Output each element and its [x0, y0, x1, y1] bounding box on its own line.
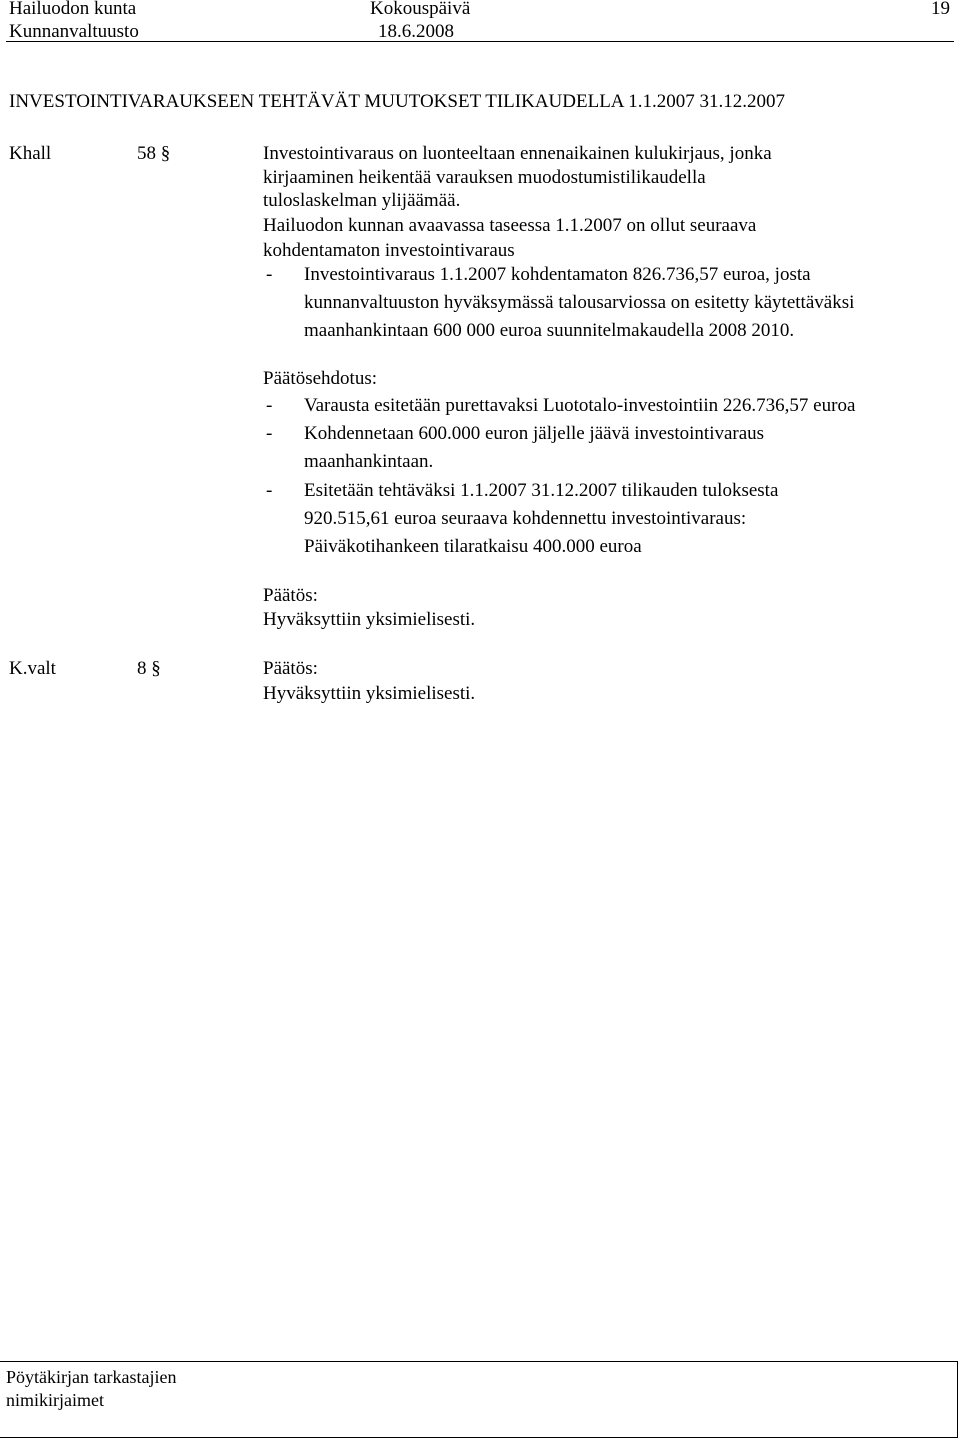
footer-label-line1: Pöytäkirjan tarkastajien: [6, 1367, 177, 1387]
bullet-line: Investointivaraus 1.1.2007 kohdentamaton 826.736,57 euroa, josta: [304, 264, 811, 285]
kvalt-decision-label: Päätös:: [263, 658, 318, 679]
proposal-item-line: maanhankintaan.: [304, 451, 434, 472]
intro-line: kirjaaminen heikentää varauksen muodostumistilikaudella: [263, 167, 706, 188]
meeting-date-label: Kokouspäivä: [370, 0, 471, 19]
khall-section-number: 58 §: [137, 143, 171, 164]
decision-text: Hyväksyttiin yksimielisesti.: [263, 609, 476, 630]
bullet-dash: -: [266, 264, 273, 285]
proposal-item-line: Esitetään tehtäväksi 1.1.2007 31.12.2007 tilikauden tuloksesta: [304, 480, 779, 501]
intro-line: Investointivaraus on luonteeltaan ennenaikainen kulukirjaus, jonka: [263, 143, 772, 164]
intro-line: tuloslaskelman ylijäämää.: [263, 190, 461, 211]
org-name: Hailuodon kunta: [9, 0, 137, 19]
body-name: Kunnanvaltuusto: [9, 21, 139, 42]
page-number: 19: [931, 0, 950, 19]
decision-label: Päätös:: [263, 585, 318, 606]
khall-label: Khall: [9, 143, 52, 164]
kvalt-section-number: 8 §: [137, 658, 161, 679]
kvalt-label: K.valt: [9, 658, 56, 679]
proposal-item-line: Kohdennetaan 600.000 euron jäljelle jäävä investointivaraus: [304, 423, 765, 444]
header-divider: [6, 41, 954, 42]
meeting-date: 18.6.2008: [378, 21, 454, 42]
kvalt-decision-text: Hyväksyttiin yksimielisesti.: [263, 683, 476, 704]
footer-initials-box: [0, 1361, 958, 1438]
proposal-label: Päätösehdotus:: [263, 368, 377, 389]
bullet-line: kunnanvaltuuston hyväksymässä talousarviossa on esitetty käytettäväksi: [304, 292, 855, 313]
document-title: INVESTOINTIVARAUKSEEN TEHTÄVÄT MUUTOKSET TILIKAUDELLA 1.1.2007 31.12.2007: [9, 91, 785, 112]
proposal-item-line: Varausta esitetään purettavaksi Luototalo-investointiin 226.736,57 euroa: [304, 395, 856, 416]
intro-line: kohdentamaton investointivaraus: [263, 240, 515, 261]
proposal-dash: -: [266, 480, 273, 501]
proposal-dash: -: [266, 423, 273, 444]
bullet-line: maanhankintaan 600 000 euroa suunnitelmakaudella 2008 2010.: [304, 320, 795, 341]
proposal-dash: -: [266, 395, 273, 416]
intro-line: Hailuodon kunnan avaavassa taseessa 1.1.2007 on ollut seuraava: [263, 215, 757, 236]
proposal-item-line: 920.515,61 euroa seuraava kohdennettu investointivaraus:: [304, 508, 747, 529]
footer-label-line2: nimikirjaimet: [6, 1390, 104, 1410]
proposal-item-line: Päiväkotihankeen tilaratkaisu 400.000 euroa: [304, 536, 642, 557]
